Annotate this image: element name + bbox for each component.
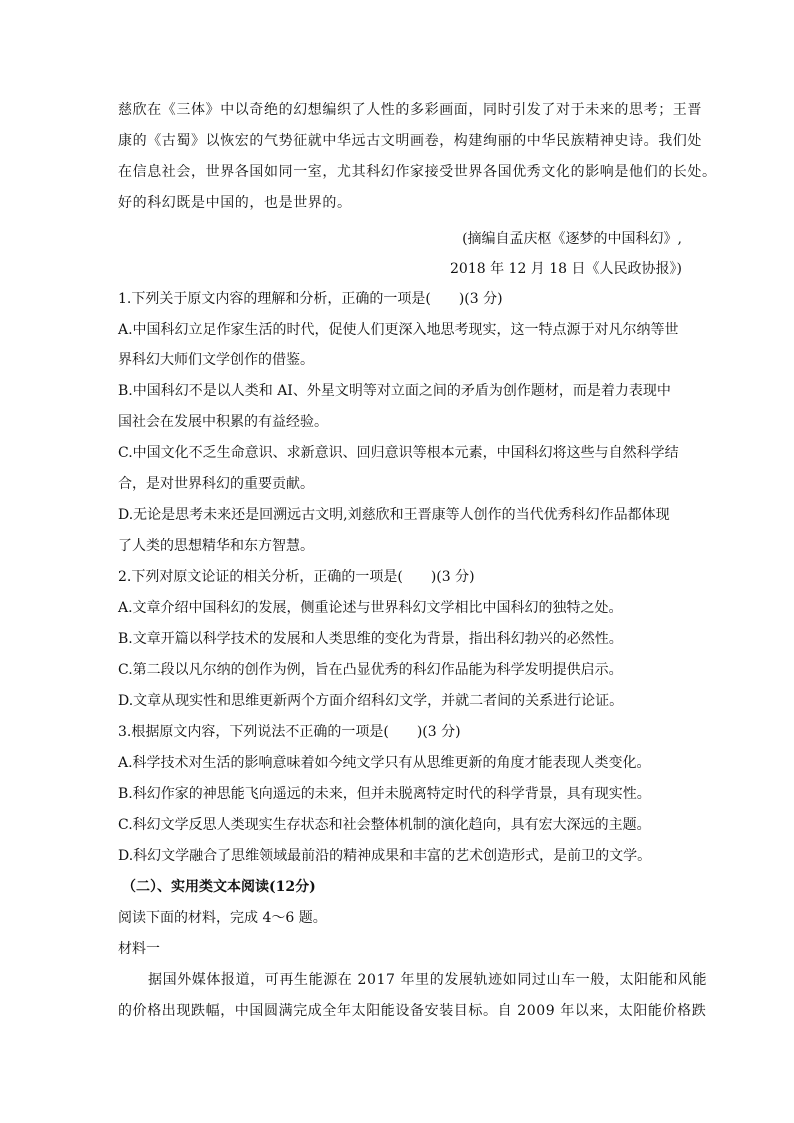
question-2-option-d: D.文章从现实性和思维更新两个方面介绍科幻文学，并就二者间的关系进行论证。 xyxy=(118,693,624,709)
question-3-option-b: B.科幻作家的神思能飞向遥远的未来，但并未脱离特定时代的科学背景，具有现实性。 xyxy=(118,786,651,802)
question-3-stem: 3.根据原文内容，下列说法不正确的一项是( )(3 分) xyxy=(118,724,461,740)
question-1-stem: 1.下列关于原文内容的理解和分析，正确的一项是( )(3 分) xyxy=(118,291,503,307)
section-heading: （二）、实用类文本阅读(12分) xyxy=(122,879,316,895)
question-1-option-b: B.中国科幻不是以人类和 AI、外星文明等对立面之间的矛盾为创作题材，而是着力表现中 xyxy=(118,383,671,399)
passage-line: 康的《古蜀》以恢宏的气势征就中华远古文明画卷，构建绚丽的中华民族精神史诗。我们处 xyxy=(118,133,702,149)
passage-line: 在信息社会，世界各国如同一室，尤其科幻作家接受世界各国优秀文化的影响是他们的长处。 xyxy=(118,164,717,180)
material-line: 据国外媒体报道，可再生能源在 2017 年里的发展轨迹如同过山车一般，太阳能和风能 xyxy=(148,972,708,988)
source-citation: (摘编自孟庆枢《逐梦的中国科幻》, xyxy=(462,231,682,247)
question-3-option-a: A.科学技术对生活的影响意味着如今纯文学只有从思维更新的角度才能表现人类变化。 xyxy=(118,755,651,771)
question-3-option-d: D.科幻文学融合了思维领域最前沿的精神成果和丰富的艺术创造形式，是前卫的文学。 xyxy=(118,848,652,864)
question-1-option-b-cont: 国社会在发展中积累的有益经验。 xyxy=(118,414,328,430)
question-1-option-d: D.无论是思考未来还是回溯远古文明,刘慈欣和王晋康等人创作的当代优秀科幻作品都体现 xyxy=(118,507,670,523)
question-2-option-b: B.文章开篇以科学技术的发展和人类思维的变化为背景，指出科幻勃兴的必然性。 xyxy=(118,631,623,647)
question-3-option-c: C.科幻文学反思人类现实生存状态和社会整体机制的演化趋向，具有宏大深远的主题。 xyxy=(118,817,651,833)
section-instruction: 阅读下面的材料，完成 4～6 题。 xyxy=(118,910,327,926)
question-2-option-c: C.第二段以凡尔纳的创作为例，旨在凸显优秀的科幻作品能为科学发明提供启示。 xyxy=(118,662,623,678)
question-1-option-d-cont: 了人类的思想精华和东方智慧。 xyxy=(118,538,314,554)
question-1-option-c: C.中国文化不乏生命意识、求新意识、回归意识等根本元素，中国科幻将这些与自然科学结 xyxy=(118,445,679,461)
material-line: 的价格出现跌幅，中国圆满完成全年太阳能设备安装目标。自 2009 年以来，太阳能价格跌 xyxy=(118,1003,707,1019)
passage-line: 慈欣在《三体》中以奇绝的幻想编织了人性的多彩画面，同时引发了对于未来的思考；王晋 xyxy=(118,102,702,118)
passage-line: 好的科幻既是中国的，也是世界的。 xyxy=(118,195,352,211)
question-1-option-c-cont: 合，是对世界科幻的重要贡献。 xyxy=(118,476,314,492)
source-citation-date: 2018 年 12 月 18 日《人民政协报》) xyxy=(450,261,682,277)
question-2-option-a: A.文章介绍中国科幻的发展，侧重论述与世界科幻文学相比中国科幻的独特之处。 xyxy=(118,600,623,616)
material-label: 材料一 xyxy=(118,941,160,957)
question-1-option-a-cont: 界科幻大师们文学创作的借鉴。 xyxy=(118,352,314,368)
question-1-option-a: A.中国科幻立足作家生活的时代，促使人们更深入地思考现实，这一特点源于对凡尔纳等世 xyxy=(118,322,679,338)
question-2-stem: 2.下列对原文论证的相关分析，正确的一项是( )(3 分) xyxy=(118,569,475,585)
